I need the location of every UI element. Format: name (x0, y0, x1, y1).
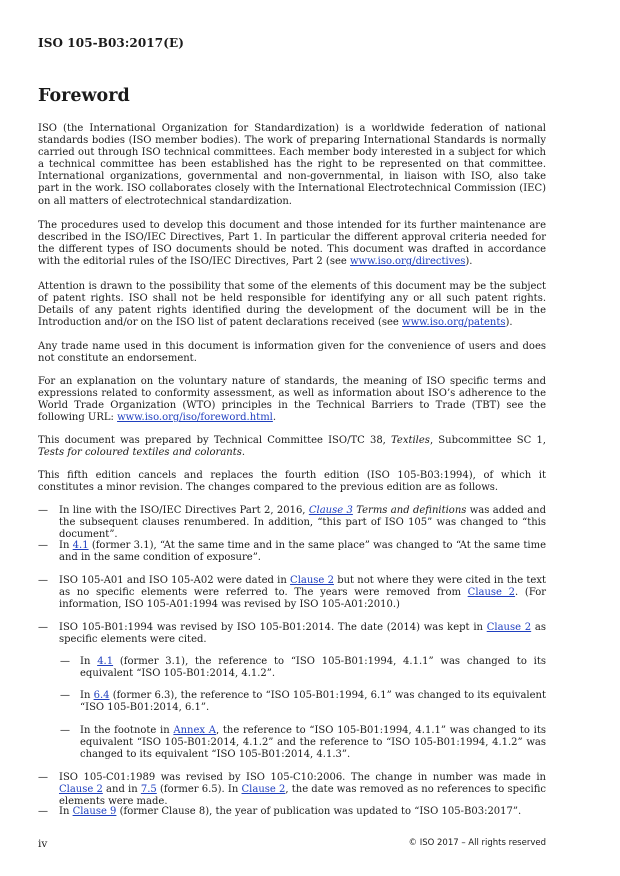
subclause-6-4-link[interactable]: 6.4 (93, 690, 110, 701)
list-text: , the reference to “ISO 105-B01:1994, 4.1.1” was changed to its equivalent “ISO 105-B01:2014, 4.1.2” and the reference to “ISO 105-B01:1994, 4.1.2” was changed to its equivalent “ISO 105-B01:2014, 4.1.3”. (80, 725, 547, 761)
list-text: In line with the ISO/IEC Directives Part 2, 2016, (59, 505, 309, 516)
list-text: . (For information, ISO 105-A01:1994 was revised by ISO 105-A01:2010.) (59, 587, 547, 611)
dash-bullet: — (38, 505, 48, 516)
paragraph-patents-text: Attention is drawn to the possibility that some of the elements of this document may be the subject of patent rights. ISO shall not be held responsible for identifying any or all such patent rights. Details of any patent rights identified during the development of the document will be in the Introduction and/or on the ISO list of patent declarations received (see (38, 281, 546, 329)
clause-2-link[interactable]: Clause 2 (241, 784, 286, 796)
committee-textiles: Textiles (391, 435, 430, 446)
patents-link[interactable]: www.iso.org/patents (402, 317, 506, 329)
terms-definitions-title: Terms and definitions (356, 505, 467, 516)
subclause-4-1-link[interactable]: 4.1 (97, 656, 114, 667)
list-item-clause-9 (38, 806, 546, 818)
prepared-by-text-c: , Subcommittee SC 1, (429, 435, 546, 446)
paragraph-prepared-by (38, 435, 546, 459)
foreword-link[interactable]: www.iso.org/iso/foreword.html (117, 412, 273, 424)
clause-2-link[interactable]: Clause 2 (467, 587, 516, 599)
list-text: In the footnote in (80, 725, 174, 736)
paragraph-procedures (38, 220, 546, 268)
list-text: In (80, 656, 98, 667)
subclause-4-1-link[interactable]: 4.1 (72, 540, 89, 551)
clause-2-link[interactable]: Clause 2 (486, 622, 532, 633)
clause-2-link[interactable]: Clause 2 (59, 784, 103, 796)
list-text: as specific elements were cited. (59, 622, 547, 646)
sublist-item-annex-a (60, 725, 547, 761)
clause-2-link[interactable]: Clause 2 (290, 575, 334, 586)
paragraph-voluntary-end: . (272, 412, 277, 424)
clause-9-link[interactable]: Clause 9 (72, 806, 117, 817)
dash-bullet: — (38, 575, 48, 586)
dash-bullet: — (38, 772, 48, 783)
paragraph-procedures-text: The procedures used to develop this document and those intended for its further maintenance are described in the ISO/IEC Directives, Part 1. In particular the different approval criteria needed for the different types of ISO documents should be noted. This document was drafted in accordance with the editorial rules of the ISO/IEC Directives, Part 2 (see (38, 220, 546, 268)
paragraph-procedures-end: ). (465, 256, 473, 268)
list-text: (former 3.1), “At the same time and in the same place” was changed to “At the same time and in the same condition of exposure”. (59, 540, 546, 564)
list-item-a01-a02 (38, 575, 547, 611)
directives-link[interactable]: www.iso.org/directives (349, 256, 466, 268)
list-text: and in (102, 784, 141, 796)
list-text: (former 3.1), the reference to “ISO 105-B01:1994, 4.1.1” was changed to its equivalent “ISO 105-B01:2014, 4.1.2”. (80, 656, 546, 680)
paragraph-patents (38, 281, 546, 329)
list-text: , the date was removed as no references to specific elements were made. (59, 784, 546, 808)
annex-a-link[interactable]: Annex A (173, 725, 216, 736)
list-text: In (59, 540, 73, 551)
document-id: ISO 105-B03:2017(E) (38, 36, 185, 50)
sublist-item-4-1 (60, 656, 546, 680)
dash-bullet: — (38, 540, 48, 551)
list-text: (former Clause 8), the year of publication was updated to “ISO 105-B03:2017”. (116, 806, 522, 817)
list-text: (former 6.3), the reference to “ISO 105-B01:1994, 6.1” was changed to its equivalent “ISO 105-B01:2014, 6.1”. (80, 690, 546, 714)
prepared-by-text-a: This document was prepared by Technical Committee ISO/TC 38, (38, 435, 392, 446)
list-item-directives (38, 505, 546, 541)
paragraph-iso-overview: ISO (the International Organization for Standardization) is a worldwide federation of national standards bodies (ISO member bodies). The work of preparing International Standards is normally carried out through ISO technical committees. Each member body interested in a subject for which a technical committee has been established has the right to be represented on that committee. International organizations, governmental and non-governmental, in liaison with ISO, also take part in the work. ISO collaborates closely with the International Electrotechnical Commission (IEC) on all matters of electrotechnical standardization. (38, 123, 546, 207)
list-text: was added and the subsequent clauses renumbered. In addition, “this part of ISO 105” was changed to “this document”. (59, 505, 546, 541)
dash-bullet: — (38, 622, 48, 633)
list-text: ISO 105-C01:1989 was revised by ISO 105-C10:2006. The change in number was made in (59, 772, 546, 783)
list-text: In (59, 806, 73, 817)
subclause-7-5-link[interactable]: 7.5 (140, 784, 157, 796)
paragraph-trade-name: Any trade name used in this document is information given for the convenience of users and does not constitute an endorsement. (38, 341, 546, 365)
list-text: ISO 105-B01:1994 was revised by ISO 105-B01:2014. The date (2014) was kept in (59, 622, 487, 633)
prepared-by-text-e: . (241, 447, 246, 459)
list-text: ISO 105-A01 and ISO 105-A02 were dated in (59, 575, 291, 586)
list-text: but not where they were cited in the text as no specific elements were referred to. The years were removed from (59, 575, 546, 599)
paragraph-patents-end: ). (505, 317, 513, 329)
paragraph-edition: This fifth edition cancels and replaces the fourth edition (ISO 105-B03:1994), of which it constitutes a minor revision. The changes compared to the previous edition are as follows. (38, 470, 546, 494)
dash-bullet: — (60, 656, 70, 667)
list-item-4-1 (38, 540, 546, 564)
dash-bullet: — (60, 690, 70, 701)
clause-3-link[interactable]: Clause 3 (308, 505, 353, 516)
list-item-c01 (38, 772, 546, 808)
copyright-notice: © ISO 2017 – All rights reserved (408, 838, 546, 848)
page-number: iv (38, 838, 48, 850)
sublist-item-6-4 (60, 690, 546, 714)
dash-bullet: — (38, 806, 48, 817)
paragraph-voluntary-nature (38, 376, 546, 424)
page-title: Foreword (38, 86, 130, 106)
subcommittee-title: Tests for coloured textiles and colorants (38, 447, 242, 459)
paragraph-voluntary-text: For an explanation on the voluntary nature of standards, the meaning of ISO specific terms and expressions related to conformity assessment, as well as information about ISO’s adherence to the World Trade Organization (WTO) principles in the Technical Barriers to Trade (TBT) see the following URL: (38, 376, 546, 424)
list-item-b01 (38, 622, 547, 646)
dash-bullet: — (60, 725, 70, 736)
list-text: (former 6.5). In (156, 784, 242, 796)
list-text: In (80, 690, 94, 701)
